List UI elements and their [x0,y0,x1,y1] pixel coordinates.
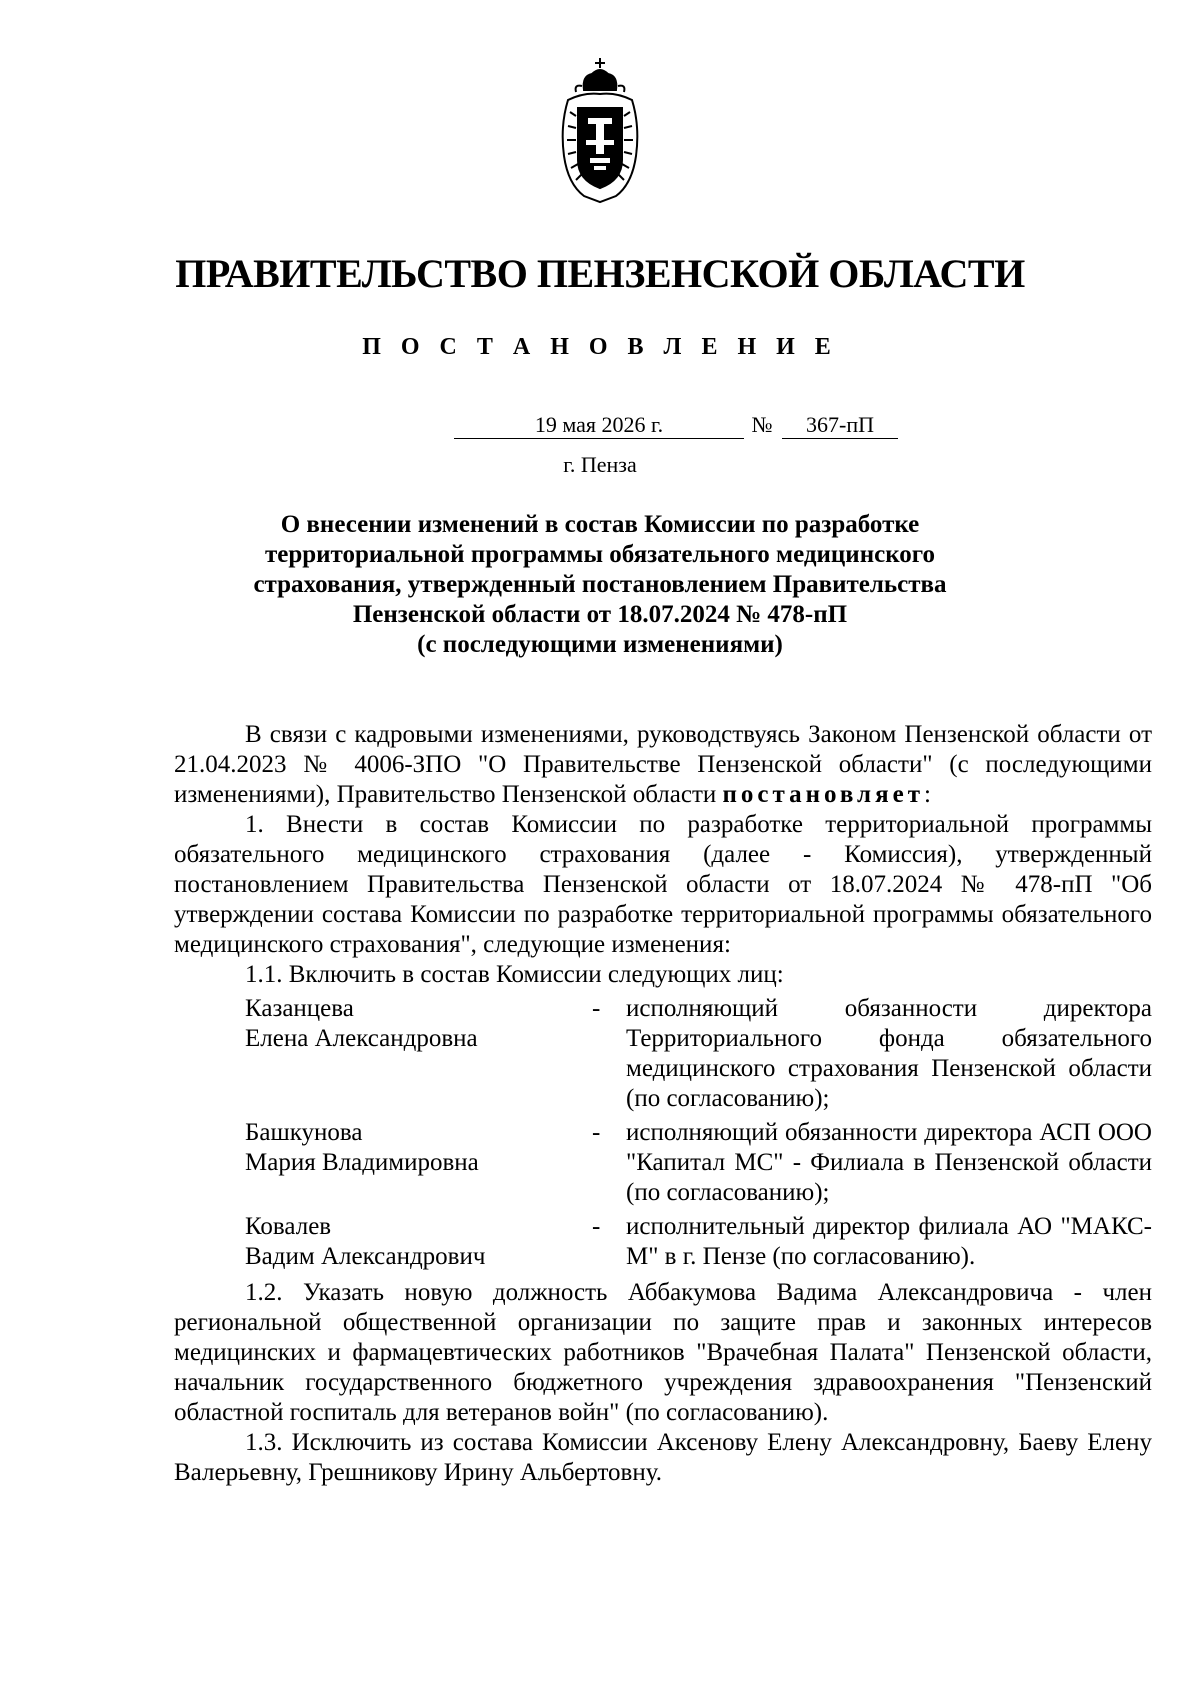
decides-colon: : [923,781,931,808]
document-heading [230,510,970,660]
member-position: исполняющий обязанности директора Территориального фонда обязательного медицинского страхования Пензенской области (по согласованию); [626,995,1152,1112]
document-type: П О С Т А Н О В Л Е Н И Е [362,334,838,360]
city-name: г. Пенза [563,452,637,477]
member-surname: Казанцева [245,995,354,1022]
heading-line: Пензенской области от 18.07.2024 № 478-пП [352,601,848,628]
member-surname: Башкунова [245,1119,363,1146]
paragraph-1-3: 1.3. Исключить из состава Комиссии Аксенову Елену Александровну, Баеву Елену Валерьевну, Грешникову Ирину Альбертовну. [174,1429,1152,1486]
paragraph-1-1: 1.1. Включить в состав Комиссии следующих лиц: [245,961,784,988]
members-list [174,994,1152,1272]
member-dash: - [592,1119,601,1146]
member-surname: Ковалев [245,1213,332,1240]
heading-line: страхования, утвержденный постановлением Правительства [253,571,947,598]
member-given-name: Мария Владимировна [245,1149,479,1176]
member-position: исполняющий обязанности директора АСП ООО "Капитал МС" - Филиала в Пензенской области (по согласованию); [626,1119,1152,1206]
intro-text: В связи с кадровыми изменениями, руководствуясь Законом Пензенской области от 21.04.2023 № 4006-ЗПО "О Правительстве Пензенской области" (с последующими изменениями), Правительство Пензенской области [174,721,1152,808]
paragraph-1-2: 1.2. Указать новую должность Аббакумова Вадима Александровича - член региональной общественной организации по защите прав и законных интересов медицинских и фармацевтических работников "Врачебная Палата" Пензенской области, начальник государственного бюджетного учреждения здравоохранения "Пензенский областной госпиталь для ветеранов войн" (по согласованию). [174,1279,1152,1426]
member-name [174,994,586,1114]
heading-line: О внесении изменений в состав Комиссии по разработке [280,511,920,538]
member-dash: - [592,995,601,1022]
document-body [174,720,1152,1488]
number-sign: № [751,412,773,437]
decides-word: постановляет [722,781,924,808]
paragraph-1: 1. Внести в состав Комиссии по разработке территориальной программы обязательного медицинского страхования (далее - Комиссия), утвержденный постановлением Правительства Пензенской области от 18.07.2024 № 478-пП "Об утверждении состава Комиссии по разработке территориальной программы обязательного медицинского страхования", следующие изменения: [174,811,1152,958]
heading-line: территориальной программы обязательного медицинского [264,541,936,568]
document-date: 19 мая 2026 г. [454,412,744,439]
member-given-name: Елена Александровна [245,1025,478,1052]
coat-of-arms-emblem [554,56,646,206]
member-name [174,1212,586,1272]
document-number: 367-пП [782,412,898,439]
member-name [174,1118,586,1208]
member-given-name: Вадим Александрович [245,1243,486,1270]
heading-line: (с последующими изменениями) [417,631,783,658]
member-dash: - [592,1213,601,1240]
intro-paragraph [174,720,1152,810]
government-title: ПРАВИТЕЛЬСТВО ПЕНЗЕНСКОЙ ОБЛАСТИ [175,251,1025,296]
member-position: исполнительный директор филиала АО "МАКС-М" в г. Пензе (по согласованию). [626,1213,1152,1270]
